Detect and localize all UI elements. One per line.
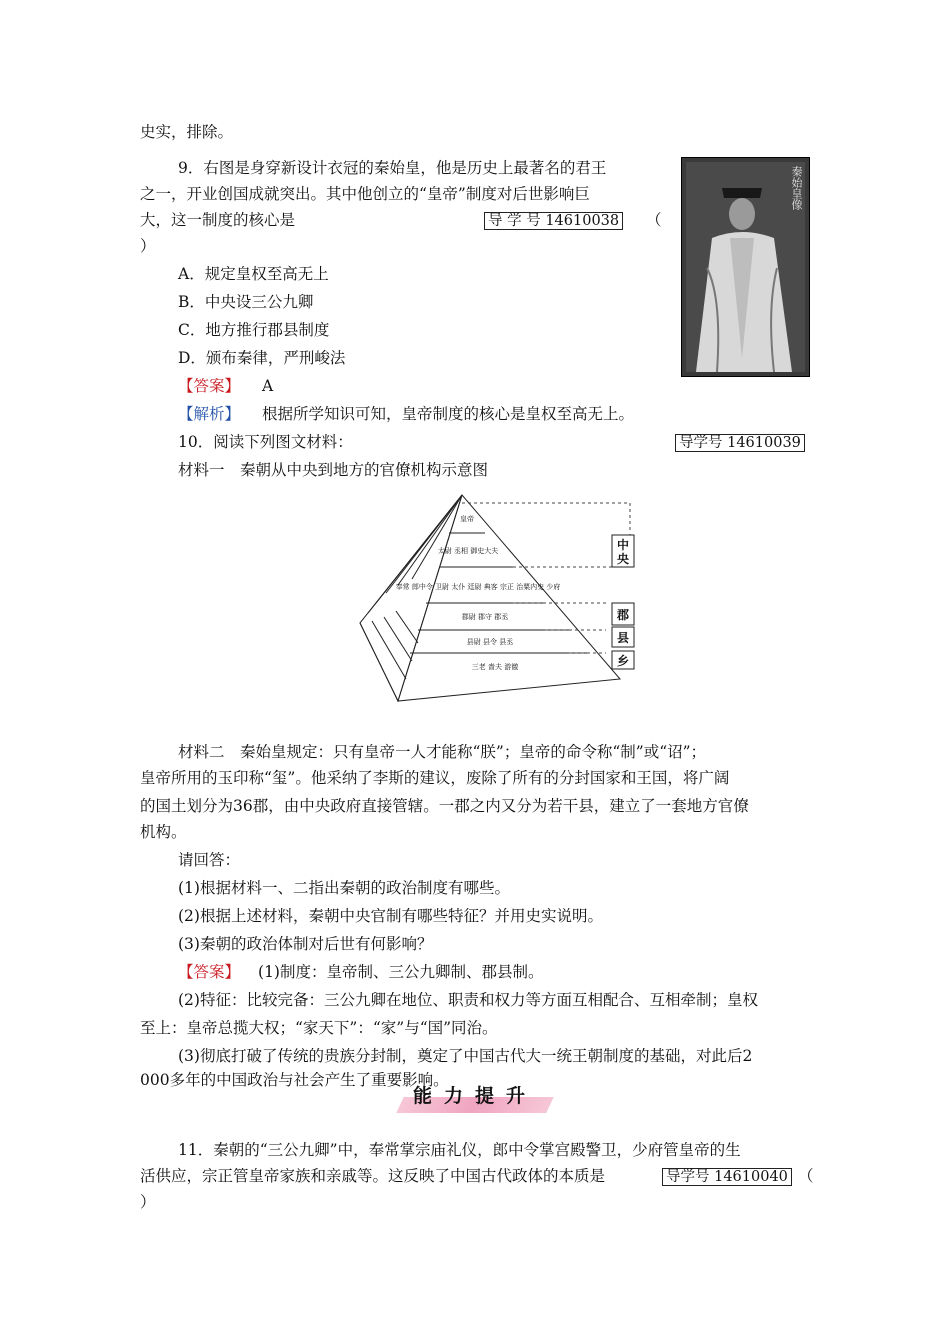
level-township-officials: 三老 啬夫 游徼 xyxy=(471,663,519,671)
sub-question-2: (2)根据上述材料，秦朝中央官制有哪些特征？并用史实说明。 xyxy=(178,907,603,925)
answer-tag: 【答案】 xyxy=(178,377,241,395)
level-nine-ministers: 奉常 郎中令 卫尉 太仆 廷尉 典客 宗正 治粟内史 少府 xyxy=(395,583,561,591)
question-9-line-1: 9．右图是身穿新设计衣冠的秦始皇，他是历史上最著名的君王 xyxy=(178,159,607,177)
sub-question-1: (1)根据材料一、二指出秦朝的政治制度有哪些。 xyxy=(178,879,510,897)
answer-tag: 【答案】 xyxy=(178,963,241,981)
answer-paren-open: （ xyxy=(646,211,662,229)
label-commandery: 郡 xyxy=(616,608,630,622)
label-county: 县 xyxy=(616,631,630,645)
option-d: D．颁布秦律，严刑峻法 xyxy=(178,349,346,367)
option-a: A．规定皇权至高无上 xyxy=(178,265,329,283)
explanation-row xyxy=(178,404,634,424)
bureaucracy-pyramid-diagram xyxy=(340,493,640,718)
answer-1: (1)制度：皇帝制、三公九卿制、郡县制。 xyxy=(258,963,544,981)
portrait-caption: 秦始皇像 xyxy=(790,166,803,210)
answer-2-line-1: (2)特征：比较完备：三公九卿在地位、职责和权力等方面互相配合、互相牵制；皇权 xyxy=(178,991,758,1009)
answer-3-line-2: 000多年的中国政治与社会产生了重要影响。 xyxy=(140,1071,449,1089)
question-11-line-1: 11．秦朝的“三公九卿”中，奉常掌宗庙礼仪，郎中令掌宫殿警卫，少府管皇帝的生 xyxy=(178,1141,741,1159)
level-commandery-officials: 郡尉 郡守 郡丞 xyxy=(461,613,509,621)
reference-number-box: 导学号 14610039 xyxy=(675,432,805,453)
label-township: 乡 xyxy=(616,654,630,668)
answer-paren-close: ） xyxy=(140,1193,156,1211)
level-emperor: 皇帝 xyxy=(460,515,474,523)
material-1-title: 材料一 秦朝从中央到地方的官僚机构示意图 xyxy=(178,461,489,479)
option-b: B．中央设三公九卿 xyxy=(178,293,314,311)
answer-value: A xyxy=(262,377,274,395)
qin-shihuang-portrait xyxy=(681,157,810,377)
text-line: 史实，排除。 xyxy=(140,123,234,141)
prompt-answer: 请回答： xyxy=(178,851,241,869)
answer-2-line-2: 至上：皇帝总揽大权；“家天下”：“家”与“国”同治。 xyxy=(140,1019,498,1037)
material-2-line-2: 皇帝所用的玉印称“玺”。他采纳了李斯的建议，废除了所有的分封国家和王国，将广阔 xyxy=(140,769,730,787)
question-11-line-2: 活供应，宗正管皇帝家族和亲戚等。这反映了中国古代政体的本质是 xyxy=(140,1167,606,1185)
material-2-line-3: 的国土划分为36郡，由中央政府直接管辖。一郡之内又分为若干县，建立了一套地方官僚 xyxy=(140,797,749,815)
section-heading xyxy=(380,1081,570,1117)
explanation-text: 根据所学知识可知，皇帝制度的核心是皇权至高无上。 xyxy=(262,405,635,423)
reference-number-box: 导学号 14610040 xyxy=(662,1166,792,1187)
level-county-officials: 县尉 县令 县丞 xyxy=(466,638,514,646)
sub-question-3: (3)秦朝的政治体制对后世有何影响？ xyxy=(178,935,433,953)
question-9-line-3: 大，这一制度的核心是 xyxy=(140,211,296,229)
option-c: C．地方推行郡县制度 xyxy=(178,321,330,339)
question-10-line-1: 10．阅读下列图文材料： xyxy=(178,433,353,451)
material-2-line-4: 机构。 xyxy=(140,823,187,841)
answer-row xyxy=(178,962,543,982)
answer-row xyxy=(178,376,273,396)
label-central: 央 xyxy=(616,552,630,566)
answer-3-line-1: (3)彻底打破了传统的贵族分封制，奠定了中国古代大一统王朝制度的基础，对此后2 xyxy=(178,1047,753,1065)
answer-paren-open: （ xyxy=(798,1167,814,1185)
material-2-line-1: 材料二 秦始皇规定：只有皇帝一人才能称“朕”；皇帝的命令称“制”或“诏”； xyxy=(178,743,707,761)
label-central: 中 xyxy=(616,538,630,552)
section-title: 能力提升 xyxy=(412,1085,537,1107)
question-9-line-2: 之一，开业创国成就突出。其中他创立的“皇帝”制度对后世影响巨 xyxy=(140,185,590,203)
reference-number-box: 导 学 号 14610038 xyxy=(484,210,623,231)
explanation-tag: 【解析】 xyxy=(178,405,241,423)
level-three-lords: 太尉 丞相 御史大夫 xyxy=(437,547,499,555)
answer-paren-close: ） xyxy=(140,237,156,255)
